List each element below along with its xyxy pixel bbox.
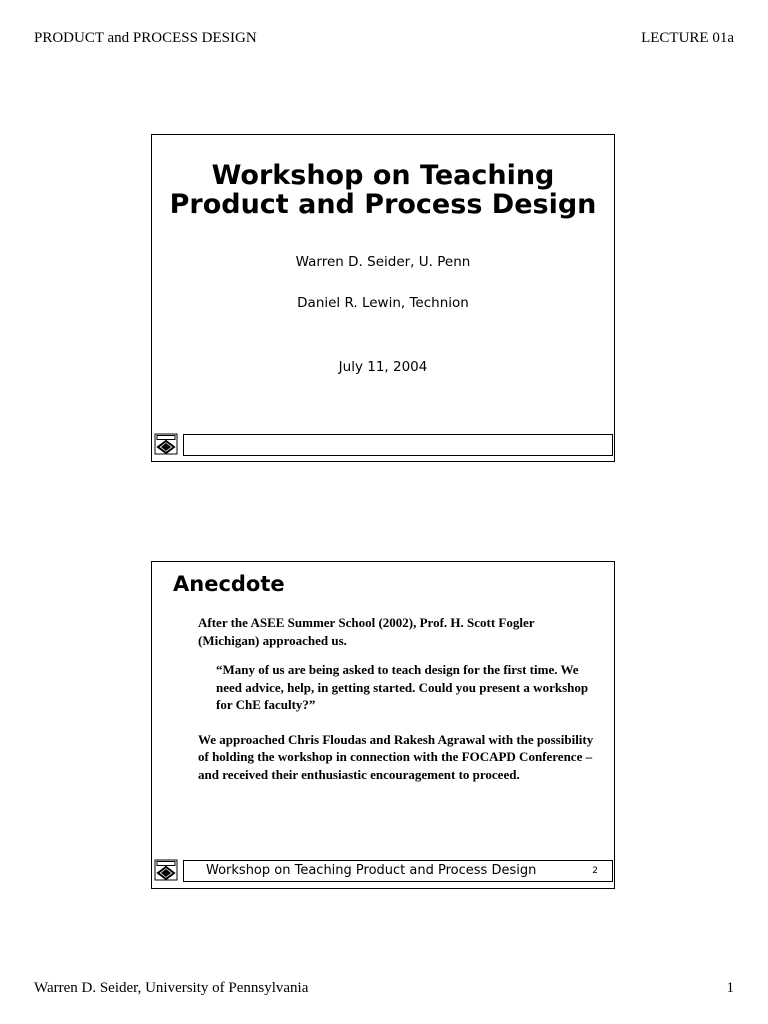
anecdote-paragraph-1: After the ASEE Summer School (2002), Prof. H. Scott Fogler (Michigan) approached us. <box>198 615 535 648</box>
anecdote-paragraph-2: We approached Chris Floudas and Rakesh Agrawal with the possibility of holding the workshop in connection with the FOCAPD Conference – and received their enthusiastic encouragement to proceed. <box>198 731 594 782</box>
penn-shield-icon <box>154 433 178 455</box>
slide-2-heading: Anecdote <box>173 572 285 596</box>
footer-page-number: 1 <box>726 980 734 996</box>
page-footer <box>34 980 734 997</box>
page-header <box>34 30 734 47</box>
workshop-date: July 11, 2004 <box>338 359 428 375</box>
slide-1-title <box>152 161 614 219</box>
slide-1-title-line-2: Product and Process Design <box>169 189 597 220</box>
slide-2-footer-text: Workshop on Teaching Product and Process Design <box>206 863 537 878</box>
slide-2 <box>151 561 615 889</box>
slide-1-footer-bar <box>183 434 613 456</box>
slide-1-title-line-1: Workshop on Teaching <box>211 160 555 191</box>
author-seider: Warren D. Seider, U. Penn <box>295 254 471 270</box>
header-course-title: PRODUCT and PROCESS DESIGN <box>34 30 257 46</box>
anecdote-quote: “Many of us are being asked to teach design for the first time. We need advice, help, in getting started. Could you present a workshop for ChE faculty?” <box>216 662 589 712</box>
slide-2-body <box>198 614 598 783</box>
penn-shield-icon <box>154 859 178 881</box>
header-lecture-number: LECTURE 01a <box>641 30 734 46</box>
slide-2-number: 2 <box>592 866 598 876</box>
slide-2-footer-bar <box>183 860 613 882</box>
slide-1 <box>151 134 615 462</box>
footer-author: Warren D. Seider, University of Pennsylvania <box>34 980 309 996</box>
author-lewin: Daniel R. Lewin, Technion <box>297 295 469 311</box>
